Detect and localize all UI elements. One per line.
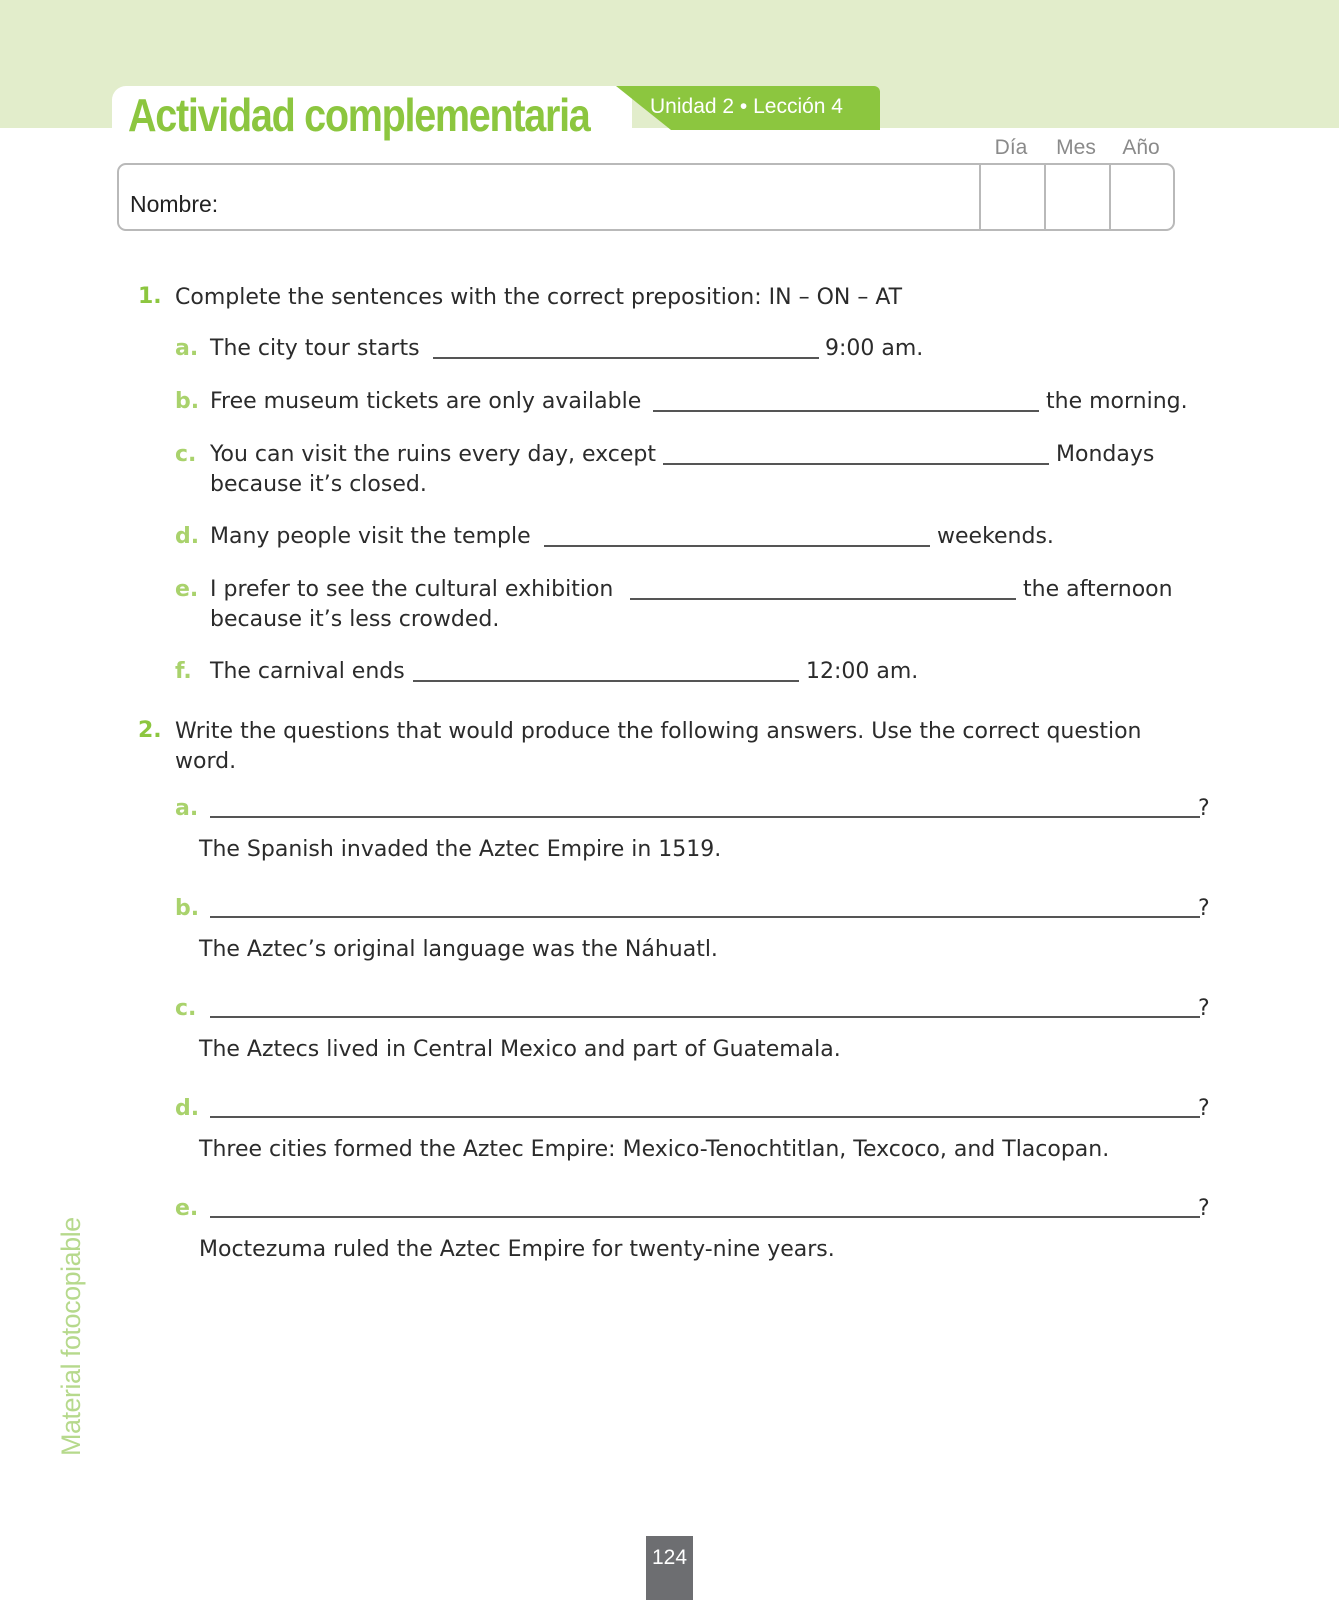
year-field[interactable] bbox=[1111, 165, 1173, 229]
item-letter: d. bbox=[175, 524, 200, 549]
page-title: Actividad complementaria bbox=[128, 89, 590, 141]
sentence-end: the morning. bbox=[1046, 389, 1188, 414]
sentence-end: 12:00 am. bbox=[806, 659, 919, 684]
item-letter: c. bbox=[175, 996, 197, 1021]
item-letter: b. bbox=[175, 896, 200, 921]
answer-blank[interactable] bbox=[433, 357, 819, 359]
question-mark: ? bbox=[1198, 1196, 1210, 1221]
sentence-start: The city tour starts bbox=[210, 336, 420, 361]
sentence-end: weekends. bbox=[937, 524, 1054, 549]
given-answer: Moctezuma ruled the Aztec Empire for twenty-nine years. bbox=[199, 1237, 835, 1262]
question-2-instruction: Write the questions that would produce the following answers. Use the correct question bbox=[175, 719, 1142, 744]
answer-blank[interactable] bbox=[544, 545, 930, 547]
name-label: Nombre: bbox=[130, 191, 219, 217]
question-mark: ? bbox=[1198, 896, 1210, 921]
item-letter: f. bbox=[175, 659, 192, 684]
given-answer: Three cities formed the Aztec Empire: Mexico-Tenochtitlan, Texcoco, and Tlacopan. bbox=[199, 1137, 1110, 1162]
photocopiable-note: Material fotocopiable bbox=[56, 1217, 86, 1456]
item-letter: e. bbox=[175, 577, 199, 602]
name-field[interactable] bbox=[240, 165, 975, 229]
question-answer-line[interactable] bbox=[210, 816, 1200, 818]
answer-blank[interactable] bbox=[413, 680, 799, 682]
sentence-end: 9:00 am. bbox=[825, 336, 924, 361]
question-answer-line[interactable] bbox=[210, 916, 1200, 918]
answer-blank[interactable] bbox=[653, 410, 1039, 412]
sentence-start: You can visit the ruins every day, except bbox=[210, 442, 656, 467]
item-letter: c. bbox=[175, 442, 197, 467]
item-letter: e. bbox=[175, 1196, 199, 1221]
sentence-end: Mondays bbox=[1056, 442, 1155, 467]
question-answer-line[interactable] bbox=[210, 1216, 1200, 1218]
sentence-start: Free museum tickets are only available bbox=[210, 389, 642, 414]
answer-blank[interactable] bbox=[630, 598, 1016, 600]
item-letter: a. bbox=[175, 336, 199, 361]
sentence-continuation: because it’s less crowded. bbox=[210, 607, 500, 632]
question-answer-line[interactable] bbox=[210, 1116, 1200, 1118]
question-mark: ? bbox=[1198, 1096, 1210, 1121]
date-label-year: Año bbox=[1122, 136, 1160, 159]
question-1-number: 1. bbox=[138, 284, 162, 309]
given-answer: The Aztecs lived in Central Mexico and part of Guatemala. bbox=[199, 1037, 841, 1062]
question-answer-line[interactable] bbox=[210, 1016, 1200, 1018]
item-letter: a. bbox=[175, 796, 199, 821]
question-mark: ? bbox=[1198, 996, 1210, 1021]
date-label-month: Mes bbox=[1056, 136, 1096, 159]
sentence-start: The carnival ends bbox=[210, 659, 405, 684]
item-letter: d. bbox=[175, 1096, 200, 1121]
sentence-start: I prefer to see the cultural exhibition bbox=[210, 577, 614, 602]
month-field[interactable] bbox=[1046, 165, 1109, 229]
question-2-number: 2. bbox=[138, 718, 162, 743]
sentence-start: Many people visit the temple bbox=[210, 524, 531, 549]
question-2-instruction-cont: word. bbox=[175, 749, 237, 774]
day-field[interactable] bbox=[981, 165, 1044, 229]
page-number: 124 bbox=[651, 1546, 688, 1569]
unit-label: Unidad 2 • Lección 4 bbox=[650, 95, 843, 118]
question-mark: ? bbox=[1198, 796, 1210, 821]
item-letter: b. bbox=[175, 389, 200, 414]
sentence-end: the afternoon bbox=[1023, 577, 1173, 602]
given-answer: The Spanish invaded the Aztec Empire in 1519. bbox=[199, 837, 722, 862]
answer-blank[interactable] bbox=[663, 463, 1049, 465]
date-label-day: Día bbox=[994, 136, 1028, 159]
given-answer: The Aztec’s original language was the Náhuatl. bbox=[199, 937, 718, 962]
sentence-continuation: because it’s closed. bbox=[210, 472, 427, 497]
question-1-instruction: Complete the sentences with the correct preposition: IN – ON – AT bbox=[175, 285, 903, 310]
